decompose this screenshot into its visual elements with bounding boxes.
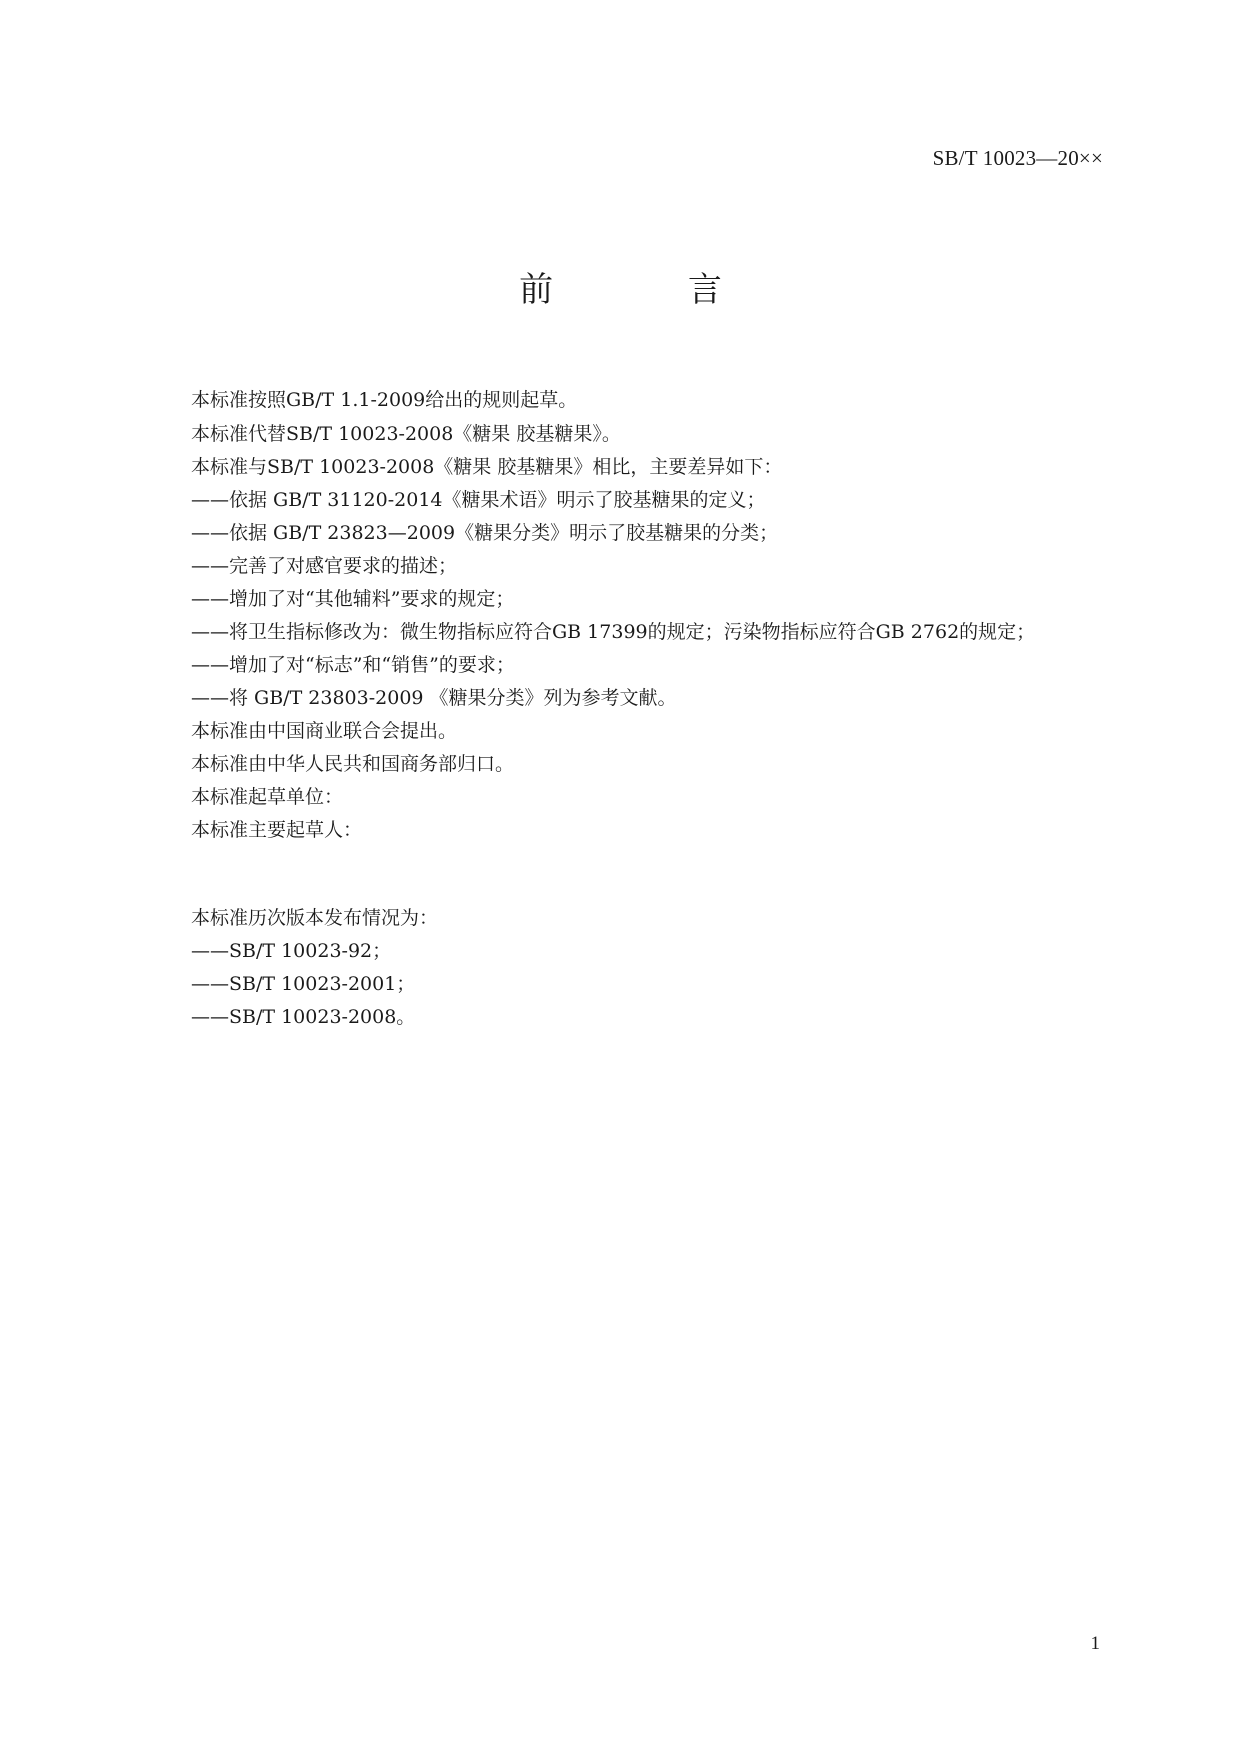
foreword-paragraph: 本标准由中华人民共和国商务部归口。 xyxy=(191,753,515,775)
history-item: ——SB/T 10023-92； xyxy=(191,940,392,962)
page-title: 前 言 xyxy=(519,270,784,310)
change-item: ——依据 GB/T 23823—2009《糖果分类》明示了胶基糖果的分类； xyxy=(191,522,779,544)
foreword-paragraph: 本标准由中国商业联合会提出。 xyxy=(191,720,458,742)
standard-code: SB/T 10023—20×× xyxy=(932,146,1103,170)
change-item: ——增加了对“其他辅料”要求的规定； xyxy=(191,588,515,610)
change-item: ——依据 GB/T 31120-2014《糖果术语》明示了胶基糖果的定义； xyxy=(191,489,766,511)
change-item: ——增加了对“标志”和“销售”的要求； xyxy=(191,654,515,676)
history-heading: 本标准历次版本发布情况为： xyxy=(191,907,439,929)
page-number: 1 xyxy=(1090,1633,1100,1654)
foreword-paragraph: 本标准与SB/T 10023-2008《糖果 胶基糖果》相比，主要差异如下： xyxy=(191,456,783,478)
foreword-body xyxy=(191,382,1131,1034)
foreword-paragraph: 本标准代替SB/T 10023-2008《糖果 胶基糖果》。 xyxy=(191,423,621,445)
main-drafters: 本标准主要起草人： xyxy=(191,819,363,841)
history-item: ——SB/T 10023-2008。 xyxy=(191,1006,416,1028)
spacer xyxy=(191,847,1131,902)
change-item: ——完善了对感官要求的描述； xyxy=(191,555,458,577)
change-item: ——将卫生指标修改为：微生物指标应符合GB 17399的规定；污染物指标应符合GB 2762的规定； xyxy=(191,621,1036,643)
foreword-paragraph: 本标准按照GB/T 1.1-2009给出的规则起草。 xyxy=(191,389,578,411)
change-item: ——将 GB/T 23803-2009 《糖果分类》列为参考文献。 xyxy=(191,687,677,709)
history-item: ——SB/T 10023-2001； xyxy=(191,973,416,995)
drafting-unit: 本标准起草单位： xyxy=(191,786,344,808)
